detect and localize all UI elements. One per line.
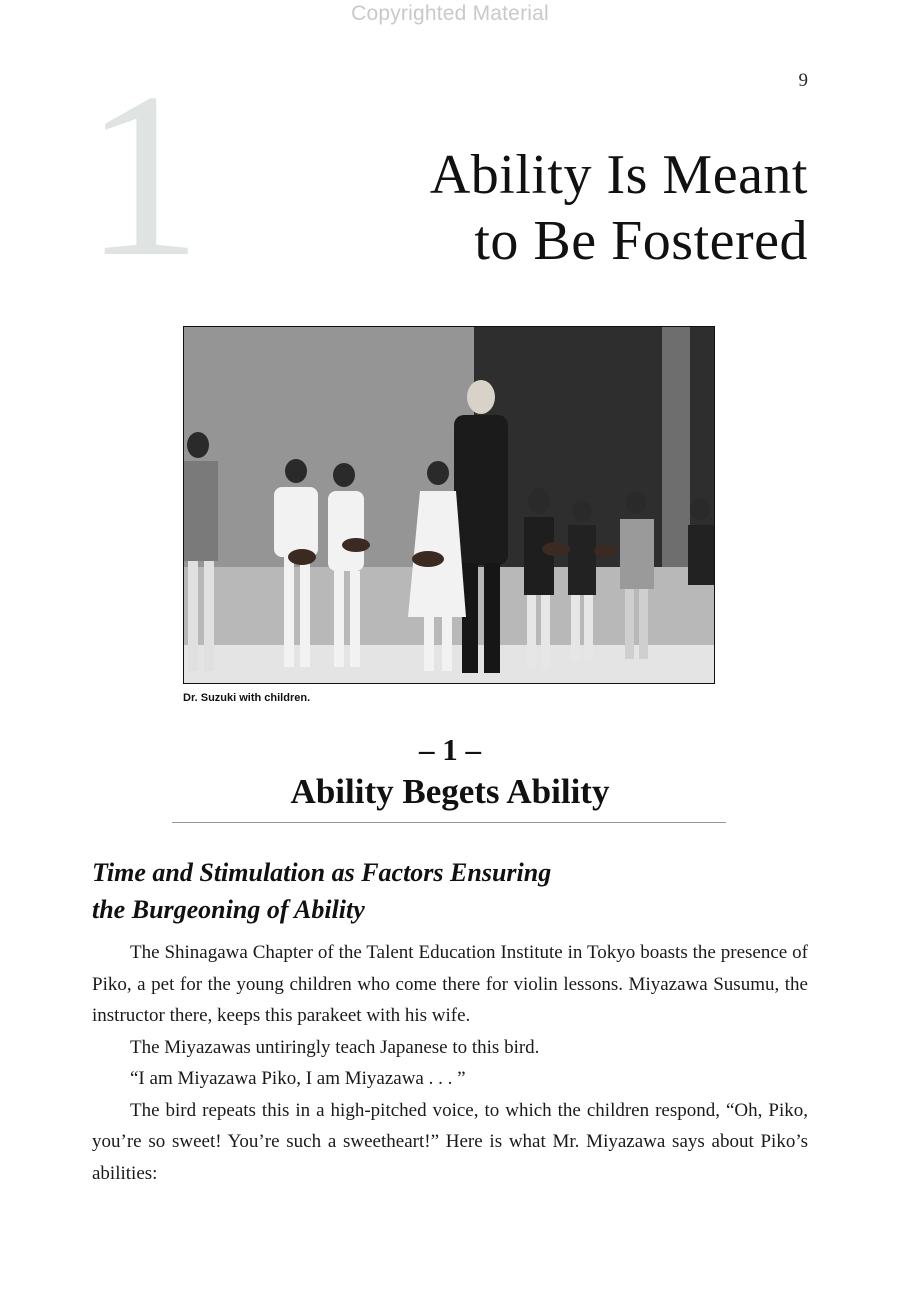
body-text: [92, 937, 808, 1189]
paragraph: “I am Miyazawa Piko, I am Miyazawa . . . ”: [130, 1068, 466, 1089]
section-number: – 1 –: [419, 732, 481, 767]
photo-suzuki-with-children: [183, 326, 715, 684]
subheading-line-1: Time and Stimulation as Factors Ensuring: [92, 858, 552, 887]
paragraph: The Shinagawa Chapter of the Talent Education Institute in Tokyo boasts the presence of Piko, a pet for the young children who come there for violin lessons. Miyazawa Susumu, the instructor there, keeps this parakeet with his wife.: [92, 942, 808, 1026]
photo-caption: Dr. Suzuki with children.: [183, 692, 311, 704]
section-divider: [172, 822, 726, 823]
photo-illustration: [184, 327, 714, 683]
section-title: Ability Begets Ability: [290, 772, 610, 811]
subheading: [92, 854, 808, 928]
copyright-watermark: Copyrighted Material: [351, 2, 549, 25]
chapter-title: [248, 142, 808, 274]
paragraph: The bird repeats this in a high-pitched voice, to which the children respond, “Oh, Piko, you’re so sweet! You’re such a sweetheart!” Here is what Mr. Miyazawa says about Piko’s abilities:: [92, 1099, 808, 1184]
paragraph: The Miyazawas untiringly teach Japanese to this bird.: [130, 1036, 540, 1058]
chapter-title-line-2: to Be Fostered: [474, 210, 808, 272]
page-number: 9: [798, 70, 808, 91]
chapter-number: 1: [84, 45, 202, 306]
subheading-line-2: the Burgeoning of Ability: [92, 895, 365, 924]
chapter-title-line-1: Ability Is Meant: [429, 144, 808, 206]
